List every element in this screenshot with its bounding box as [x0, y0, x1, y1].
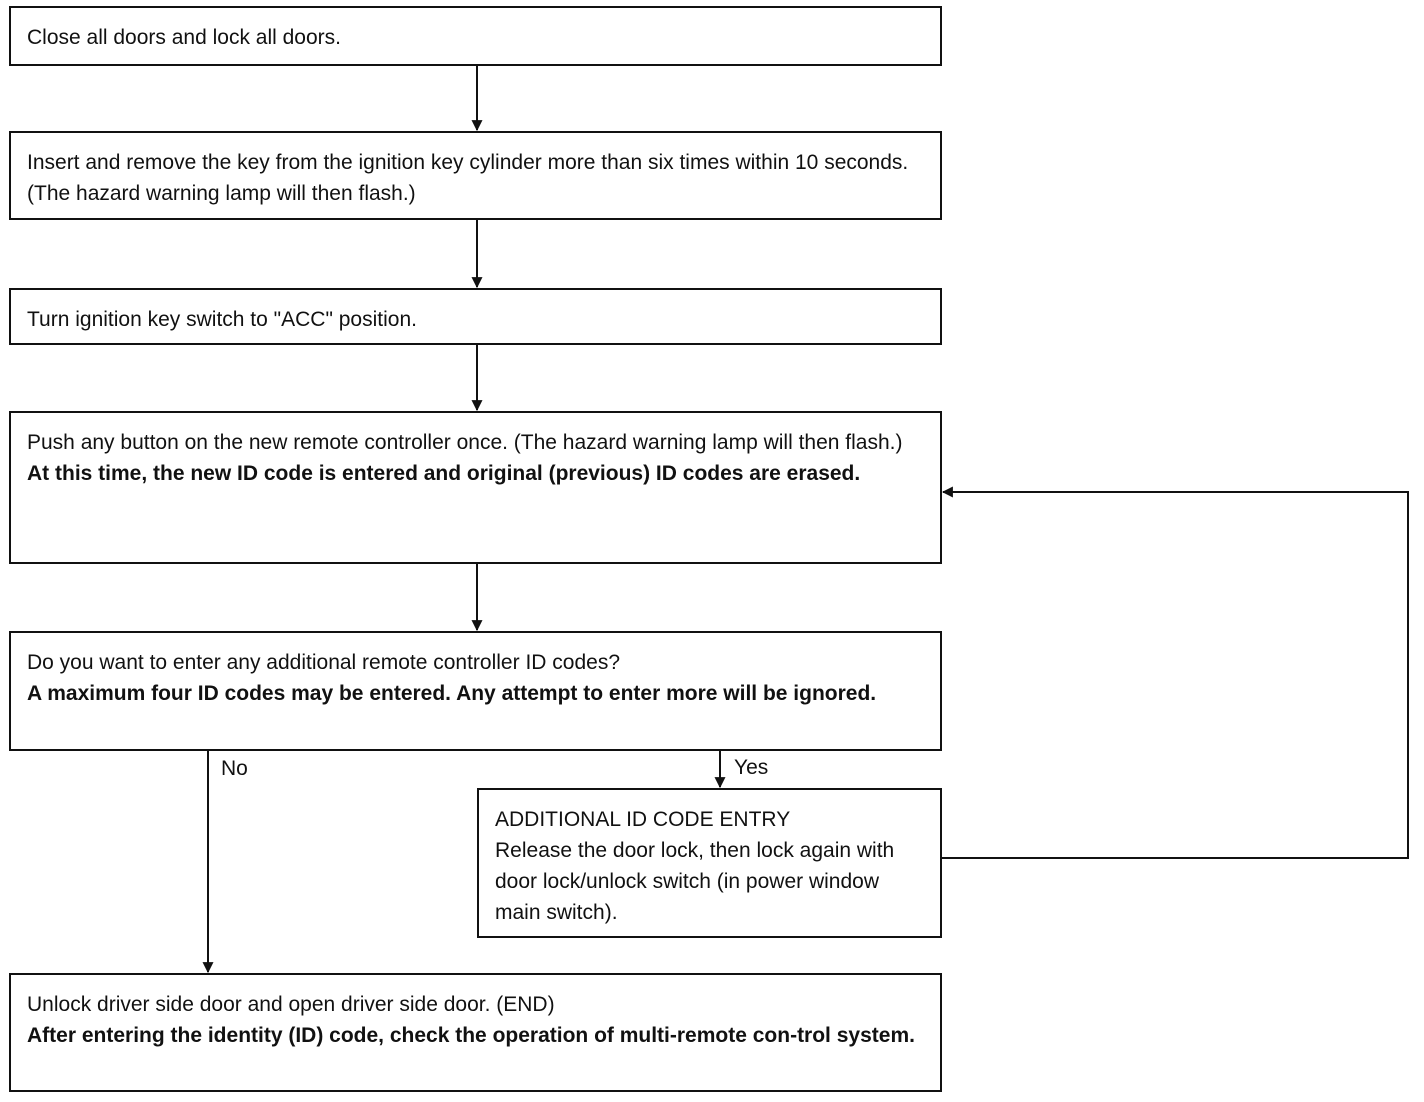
step-note: At this time, the new ID code is entered and original (previous) ID codes are erased.: [27, 462, 861, 485]
step-note: A maximum four ID codes may be entered. Any attempt to enter more will be ignored.: [27, 682, 877, 705]
step-text: Do you want to enter any additional remote controller ID codes?: [27, 651, 620, 674]
step-text: Close all doors and lock all doors.: [27, 26, 341, 49]
step-unlock-end: [9, 973, 942, 1092]
step-text: Push any button on the new remote controller once. (The hazard warning lamp will then flash.): [27, 431, 903, 454]
step-text: Insert and remove the key from the ignition key cylinder more than six times within 10 seconds. (The hazard warning lamp will then flash.): [27, 151, 909, 205]
step-note: After entering the identity (ID) code, check the operation of multi-remote con-trol system.: [27, 1024, 915, 1047]
step-heading: ADDITIONAL ID CODE ENTRY: [495, 808, 791, 831]
step-close-doors: [9, 6, 942, 66]
step-push-button: [9, 411, 942, 564]
step-ignition-acc: [9, 288, 942, 345]
arrow-loop-back-to-step4: [942, 492, 1408, 858]
step-text: Release the door lock, then lock again with door lock/unlock switch (in power window main switch).: [495, 839, 895, 924]
step-text: Turn ignition key switch to "ACC" position.: [27, 308, 417, 331]
step-additional-entry: [477, 788, 942, 938]
branch-label-no: No: [221, 757, 248, 780]
branch-label-yes: Yes: [734, 756, 769, 779]
decision-additional-codes: [9, 631, 942, 751]
step-insert-remove-key: [9, 131, 942, 220]
step-text: Unlock driver side door and open driver side door. (END): [27, 993, 555, 1016]
